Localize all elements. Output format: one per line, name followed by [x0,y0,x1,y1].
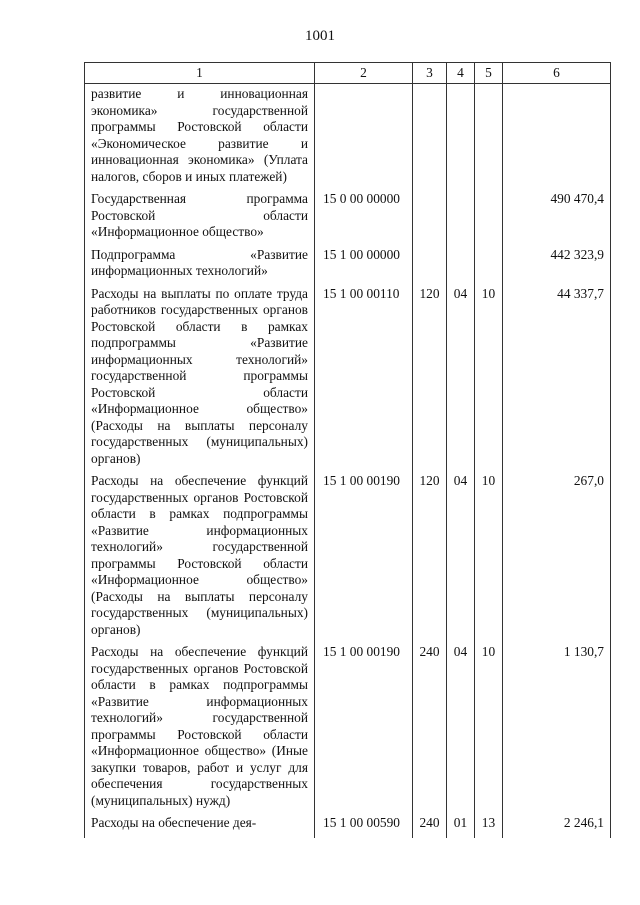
row-expense-type: 240 [413,815,447,838]
row-amount: 2 246,1 [503,815,611,838]
row-section: 04 [447,644,475,815]
row-section [447,84,475,192]
row-section [447,191,475,247]
table-row [85,191,611,247]
row-section [447,247,475,286]
row-expense-type [413,84,447,192]
row-expense-type: 240 [413,644,447,815]
row-section: 04 [447,473,475,644]
row-target-code: 15 1 00 00590 [315,815,413,838]
row-amount: 1 130,7 [503,644,611,815]
row-subsection: 13 [475,815,503,838]
row-section: 04 [447,286,475,474]
row-subsection [475,191,503,247]
table-row [85,815,611,838]
table-row [85,644,611,815]
row-expense-type: 120 [413,286,447,474]
row-subsection: 10 [475,286,503,474]
row-name: Расходы на обеспечение функций государственных органов Ростовской области в рамках подпрограммы «Развитие информационных технологий» государственной программы Ростовской области «Информационное общество» (Иные закупки товаров, работ и услуг для обеспечения государственных (муниципальных) нужд) [85,644,315,815]
column-header-6: 6 [503,63,611,84]
row-amount: 267,0 [503,473,611,644]
column-header-4: 4 [447,63,475,84]
row-target-code: 15 1 00 00190 [315,473,413,644]
row-amount: 442 323,9 [503,247,611,286]
row-name: Расходы на выплаты по оплате труда работников государственных органов Ростовской области в рамках подпрограммы «Развитие информационных технологий» государственной программы Ростовской области «Информационное общество» (Расходы на выплаты персоналу государственных (муниципальных) органов) [85,286,315,474]
row-name: развитие и инновационная экономика» государственной программы Ростовской области «Экономическое развитие и инновационная экономика» (Уплата налогов, сборов и иных платежей) [85,84,315,192]
row-target-code: 15 0 00 00000 [315,191,413,247]
row-amount [503,84,611,192]
row-name: Подпрограмма «Развитие информационных технологий» [85,247,315,286]
row-expense-type: 120 [413,473,447,644]
page-number: 1001 [305,28,335,44]
column-header-5: 5 [475,63,503,84]
column-header-1: 1 [85,63,315,84]
header-row [85,63,611,84]
row-target-code: 15 1 00 00110 [315,286,413,474]
row-section: 01 [447,815,475,838]
budget-table [84,62,611,838]
row-subsection [475,247,503,286]
row-subsection [475,84,503,192]
row-expense-type [413,247,447,286]
table-row [85,84,611,192]
table-row [85,473,611,644]
row-expense-type [413,191,447,247]
row-name: Государственная программа Ростовской области «Информационное общество» [85,191,315,247]
row-subsection: 10 [475,473,503,644]
table-row [85,247,611,286]
row-amount: 490 470,4 [503,191,611,247]
table-row [85,286,611,474]
row-target-code: 15 1 00 00190 [315,644,413,815]
row-subsection: 10 [475,644,503,815]
column-header-2: 2 [315,63,413,84]
row-amount: 44 337,7 [503,286,611,474]
row-name: Расходы на обеспечение дея- [85,815,315,838]
row-target-code: 15 1 00 00000 [315,247,413,286]
row-target-code [315,84,413,192]
column-header-3: 3 [413,63,447,84]
row-name: Расходы на обеспечение функций государственных органов Ростовской области в рамках подпрограммы «Развитие информационных технологий» государственной программы Ростовской области «Информационное общество» (Расходы на выплаты персоналу государственных (муниципальных) органов) [85,473,315,644]
